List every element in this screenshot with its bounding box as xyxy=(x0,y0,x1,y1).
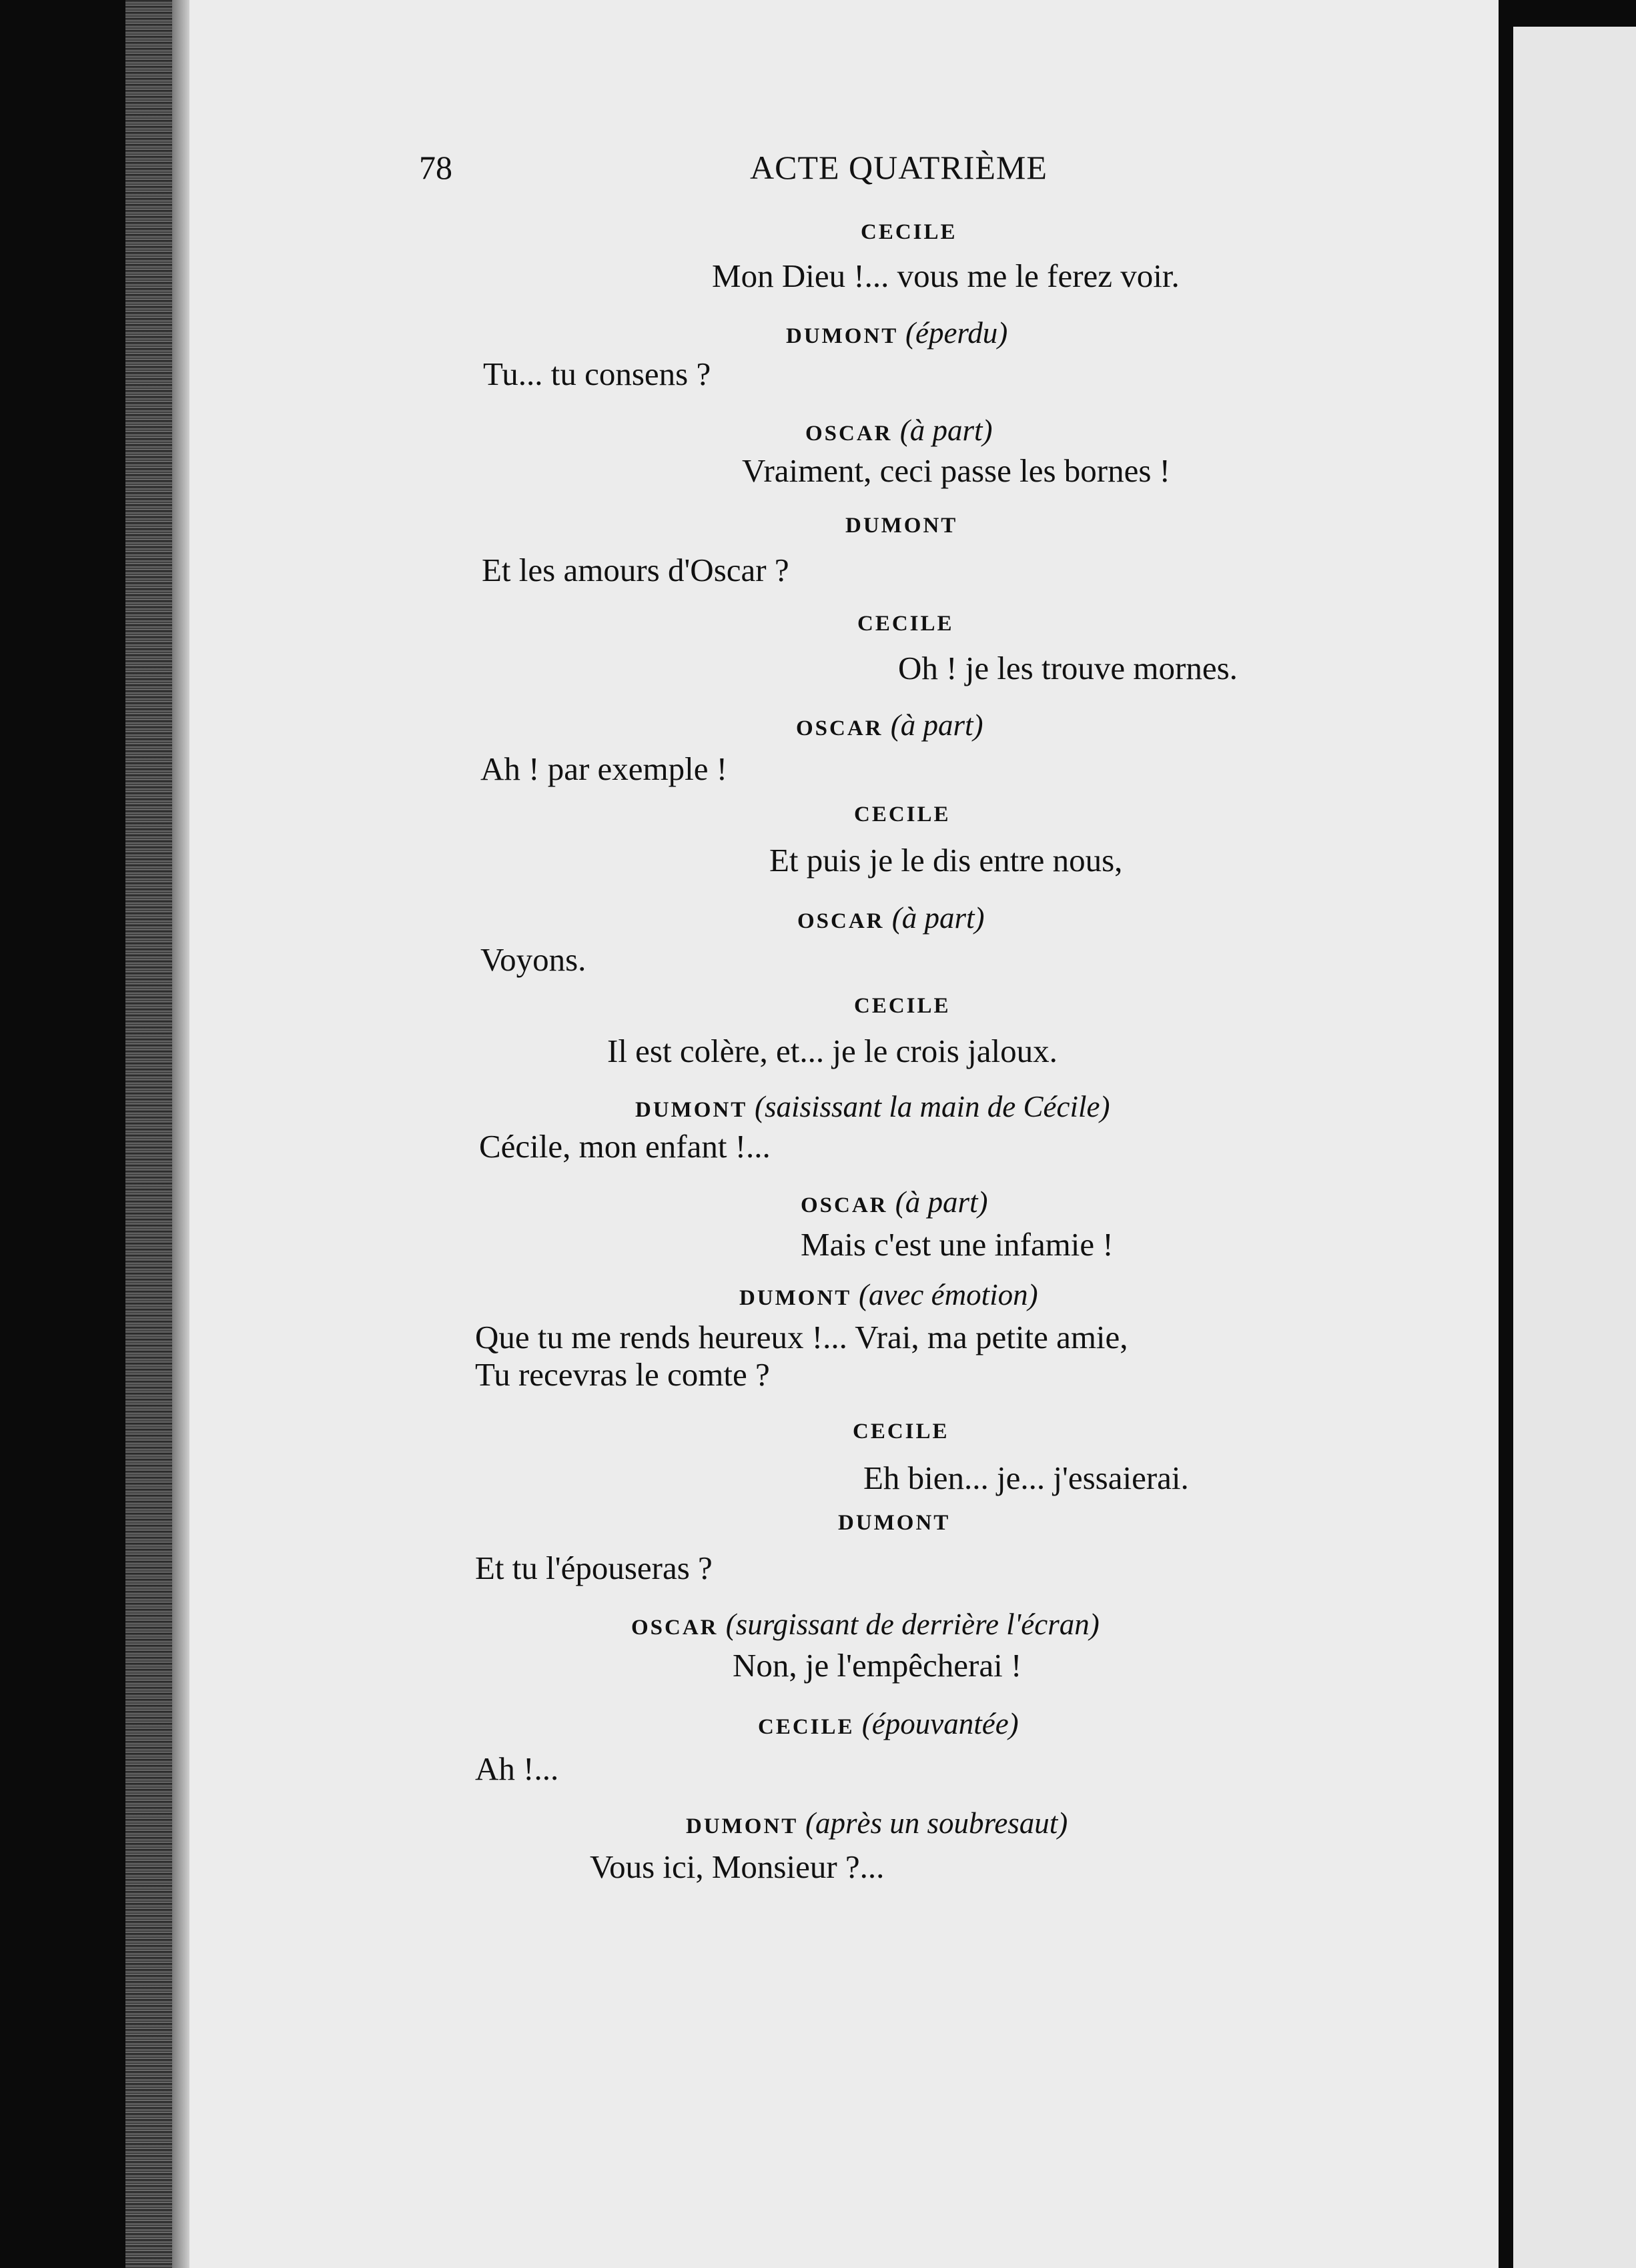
speaker-name: CECILE xyxy=(861,220,957,244)
verse-line: Il est colère, et... je le crois jaloux. xyxy=(607,1033,1058,1069)
speaker-heading xyxy=(758,1706,1019,1741)
verse-line: Vous ici, Monsieur ?... xyxy=(590,1848,885,1885)
speaker-name: DUMONT xyxy=(845,514,958,538)
page-number: 78 xyxy=(419,149,452,186)
stage-direction: (éperdu) xyxy=(905,316,1008,350)
speaker-name: DUMONT xyxy=(686,1814,798,1838)
verse-line: Voyons. xyxy=(480,941,586,978)
verse-line: Tu... tu consens ? xyxy=(483,356,711,392)
stage-direction: (à part) xyxy=(891,901,985,935)
speaker-name: CECILE xyxy=(857,612,954,636)
speaker-name: DUMONT xyxy=(838,1511,951,1535)
speaker-heading xyxy=(857,612,954,636)
verse-line: Vraiment, ceci passe les bornes ! xyxy=(742,452,1170,489)
speaker-name: CECILE xyxy=(758,1715,855,1739)
speaker-heading xyxy=(801,1185,988,1219)
verse-line: Et les amours d'Oscar ? xyxy=(482,552,789,588)
stage-direction: (épouvantée) xyxy=(861,1707,1019,1740)
stage-direction: (à part) xyxy=(890,708,983,742)
verse-line: Mais c'est une infamie ! xyxy=(801,1226,1114,1263)
verse-line: Cécile, mon enfant !... xyxy=(479,1128,771,1165)
speaker-name: CECILE xyxy=(854,802,951,826)
stage-direction: (surgissant de derrière l'écran) xyxy=(725,1608,1100,1641)
speaker-name: CECILE xyxy=(853,1420,949,1444)
speaker-heading xyxy=(845,514,957,538)
speaker-name: DUMONT xyxy=(739,1286,851,1310)
speaker-heading xyxy=(861,220,957,245)
page-edge-gradient xyxy=(172,0,189,2268)
speaker-name: OSCAR xyxy=(797,909,885,933)
verse-line: Oh ! je les trouve mornes. xyxy=(898,650,1238,686)
speaker-name: OSCAR xyxy=(796,716,883,740)
facing-page-strip xyxy=(1513,27,1636,2268)
stage-direction: (avec émotion) xyxy=(858,1278,1038,1311)
verse-line: Mon Dieu !... vous me le ferez voir. xyxy=(712,257,1180,294)
speaker-heading xyxy=(854,994,951,1019)
speaker-name: OSCAR xyxy=(631,1616,719,1640)
speaker-name: CECILE xyxy=(854,994,951,1018)
verse-line: Ah !... xyxy=(475,1750,559,1787)
speaker-heading xyxy=(838,1511,950,1536)
stage-direction: (après un soubresaut) xyxy=(805,1806,1068,1840)
speaker-name: DUMONT xyxy=(635,1098,747,1122)
verse-line: Ah ! par exemple ! xyxy=(480,750,728,787)
speaker-name: DUMONT xyxy=(786,324,898,348)
speaker-heading xyxy=(686,1806,1068,1840)
speaker-name: OSCAR xyxy=(805,422,893,446)
stage-direction: (saisissant la main de Cécile) xyxy=(754,1090,1110,1123)
verse-line: Eh bien... je... j'essaierai. xyxy=(863,1460,1189,1496)
speaker-heading xyxy=(805,413,993,448)
speaker-heading xyxy=(854,802,951,827)
speaker-heading xyxy=(853,1420,949,1444)
verse-line: Et tu l'épouseras ? xyxy=(475,1550,713,1586)
speaker-heading xyxy=(631,1607,1100,1642)
running-title: ACTE QUATRIÈME xyxy=(750,149,1048,186)
verse-line: Tu recevras le comte ? xyxy=(475,1356,770,1393)
page-header xyxy=(419,148,1253,195)
stage-direction: (à part) xyxy=(895,1185,988,1219)
stage-direction: (à part) xyxy=(899,414,993,447)
verse-line: Que tu me rends heureux !... Vrai, ma petite amie, xyxy=(475,1319,1128,1355)
speaker-heading xyxy=(797,901,985,935)
speaker-heading xyxy=(739,1277,1038,1312)
speaker-heading xyxy=(786,316,1007,350)
verse-line: Et puis je le dis entre nous, xyxy=(769,842,1123,879)
speaker-heading xyxy=(796,708,983,742)
page-edge-shadow xyxy=(125,0,172,2268)
speaker-heading xyxy=(635,1089,1110,1124)
verse-line: Non, je l'empêcherai ! xyxy=(733,1647,1022,1684)
speaker-name: OSCAR xyxy=(801,1193,888,1217)
